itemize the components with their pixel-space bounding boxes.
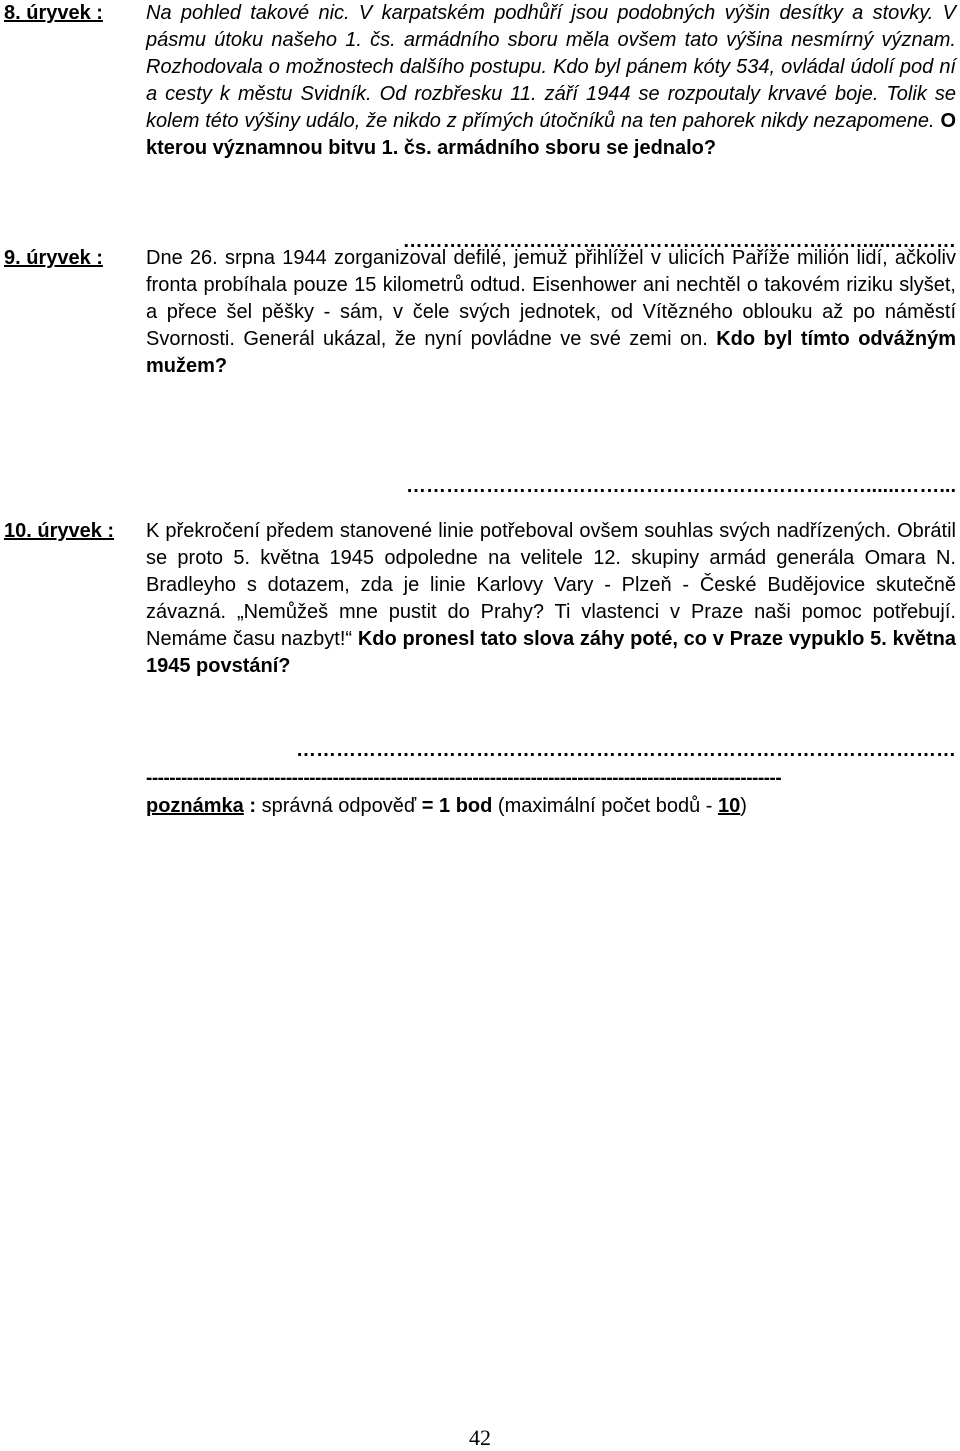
note-text: správná odpověď bbox=[261, 795, 422, 817]
answer-line: ……………………………………………………………………………………… bbox=[296, 739, 956, 761]
note-text-2: (maximální počet bodů - bbox=[492, 795, 719, 817]
excerpt-body: Dne 26. srpna 1944 zorganizoval defilé, jemuž přihlížel v ulicích Paříže milión lidí, ačkoliv fronta probíhala pouze 15 kilometrů odtud. Eisenhower ani nechtěl o takovém riziku slyšet, a přece šel pěšky - sám, v čele svých jednotek, od Vítězného oblouku až po náměstí Svornosti. Generál ukázal, že nyní povládne ve své zemi on. bbox=[146, 247, 956, 350]
excerpt-question: Kdo pronesl tato slova záhy poté, co v Praze vypuklo 5. května 1945 povstání? bbox=[146, 628, 956, 677]
excerpt-body: K překročení předem stanovené linie potřeboval ovšem souhlas svých nadřízených. Obrátil se proto 5. května 1945 odpoledne na velitele 12. skupiny armád generála Omara N. Bradleyho s dotazem, zda je linie Karlovy Vary - Plzeň - České Budějovice skutečně závazná. „Nemůžeš mne pustit do Prahy? Ti vlastenci v Praze naši pomoc potřebují. Nemáme času nazbyt!“ bbox=[146, 520, 956, 650]
excerpt-text bbox=[146, 518, 956, 680]
scoring-note bbox=[146, 793, 747, 820]
excerpt-label: 9. úryvek : bbox=[4, 247, 103, 269]
note-close: ) bbox=[740, 795, 747, 817]
excerpt-text bbox=[146, 0, 956, 162]
page-number: 42 bbox=[469, 1425, 491, 1450]
note-points: = 1 bod bbox=[421, 795, 493, 817]
excerpt-text bbox=[146, 245, 956, 380]
answer-line: ……………………………………………………………......……... bbox=[405, 475, 956, 497]
note-colon: : bbox=[243, 795, 262, 817]
excerpt-body: Na pohled takové nic. V karpatském podhůří jsou podobných výšin desítky a stovky. V pásmu útoku našeho 1. čs. armádního sboru měla ovšem tato výšina nesmírný význam. Rozhodovala o možnostech dalšího postupu. Kdo byl pánem kóty 534, ovládal údolí pod ní a cesty k městu Svidník. Od rozbřesku 11. září 1944 se rozpoutaly krvavé boje. Tolik se kolem této výšiny událo, že nikdo z přímých útočníků na ten pahorek nikdy nezapomene. bbox=[146, 2, 956, 132]
excerpt-question: O kterou významnou bitvu 1. čs. armádního sboru se jednalo? bbox=[146, 110, 956, 159]
separator-line: ------------------------------------------------------------------------------------------------------------- bbox=[146, 768, 782, 789]
excerpt-question: Kdo byl tímto odvážným mužem? bbox=[146, 328, 957, 377]
answer-line: ……………………………………………………………......……… bbox=[402, 230, 956, 252]
note-label: poznámka bbox=[146, 795, 244, 817]
note-max: 10 bbox=[718, 795, 741, 817]
excerpt-label: 10. úryvek : bbox=[4, 520, 115, 542]
excerpt-label: 8. úryvek : bbox=[4, 2, 103, 24]
